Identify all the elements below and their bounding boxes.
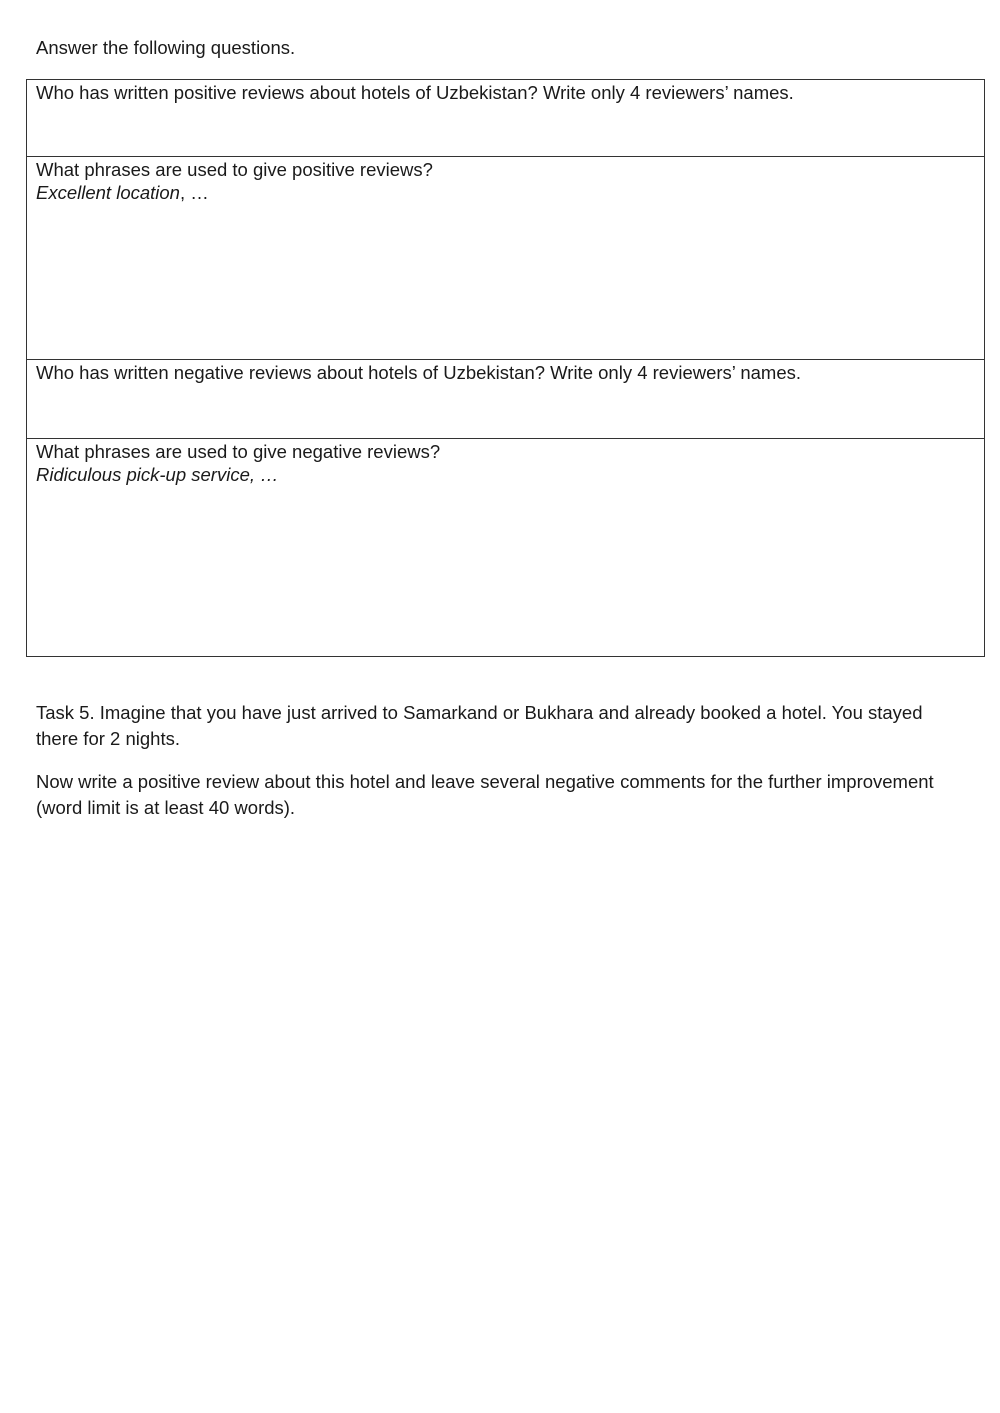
question-text: Who has written positive reviews about hotels of Uzbekistan? Write only 4 reviewers’ names. <box>36 82 794 103</box>
question-row <box>27 439 985 657</box>
task-5-instruction: Now write a positive review about this hotel and leave several negative comments for the further improvement (word limit is at least 40 words). <box>36 771 934 818</box>
question-text: What phrases are used to give negative reviews? <box>36 441 441 462</box>
question-cell-negative-phrases[interactable] <box>27 439 985 657</box>
questions-table <box>26 79 985 657</box>
question-cell-negative-reviewers[interactable] <box>27 360 985 439</box>
example-answer <box>36 463 975 486</box>
task-5-prompt: Task 5. Imagine that you have just arrived to Samarkand or Bukhara and already booked a hotel. You stayed there for 2 nights. <box>36 702 923 749</box>
question-text: What phrases are used to give positive reviews? <box>36 159 433 180</box>
question-text: Who has written negative reviews about hotels of Uzbekistan? Write only 4 reviewers’ names. <box>36 362 802 383</box>
question-cell-positive-phrases[interactable] <box>27 157 985 360</box>
question-row <box>27 157 985 360</box>
review-answer-area[interactable] <box>36 840 966 1380</box>
example-answer <box>36 181 975 204</box>
example-italic: Ridiculous pick-up service, … <box>36 464 279 485</box>
question-row <box>27 360 985 439</box>
intro-instruction: Answer the following questions. <box>36 37 296 58</box>
example-italic: Excellent location <box>36 182 180 203</box>
example-rest: , … <box>179 182 209 203</box>
question-cell-positive-reviewers[interactable] <box>27 80 985 157</box>
question-row <box>27 80 985 157</box>
